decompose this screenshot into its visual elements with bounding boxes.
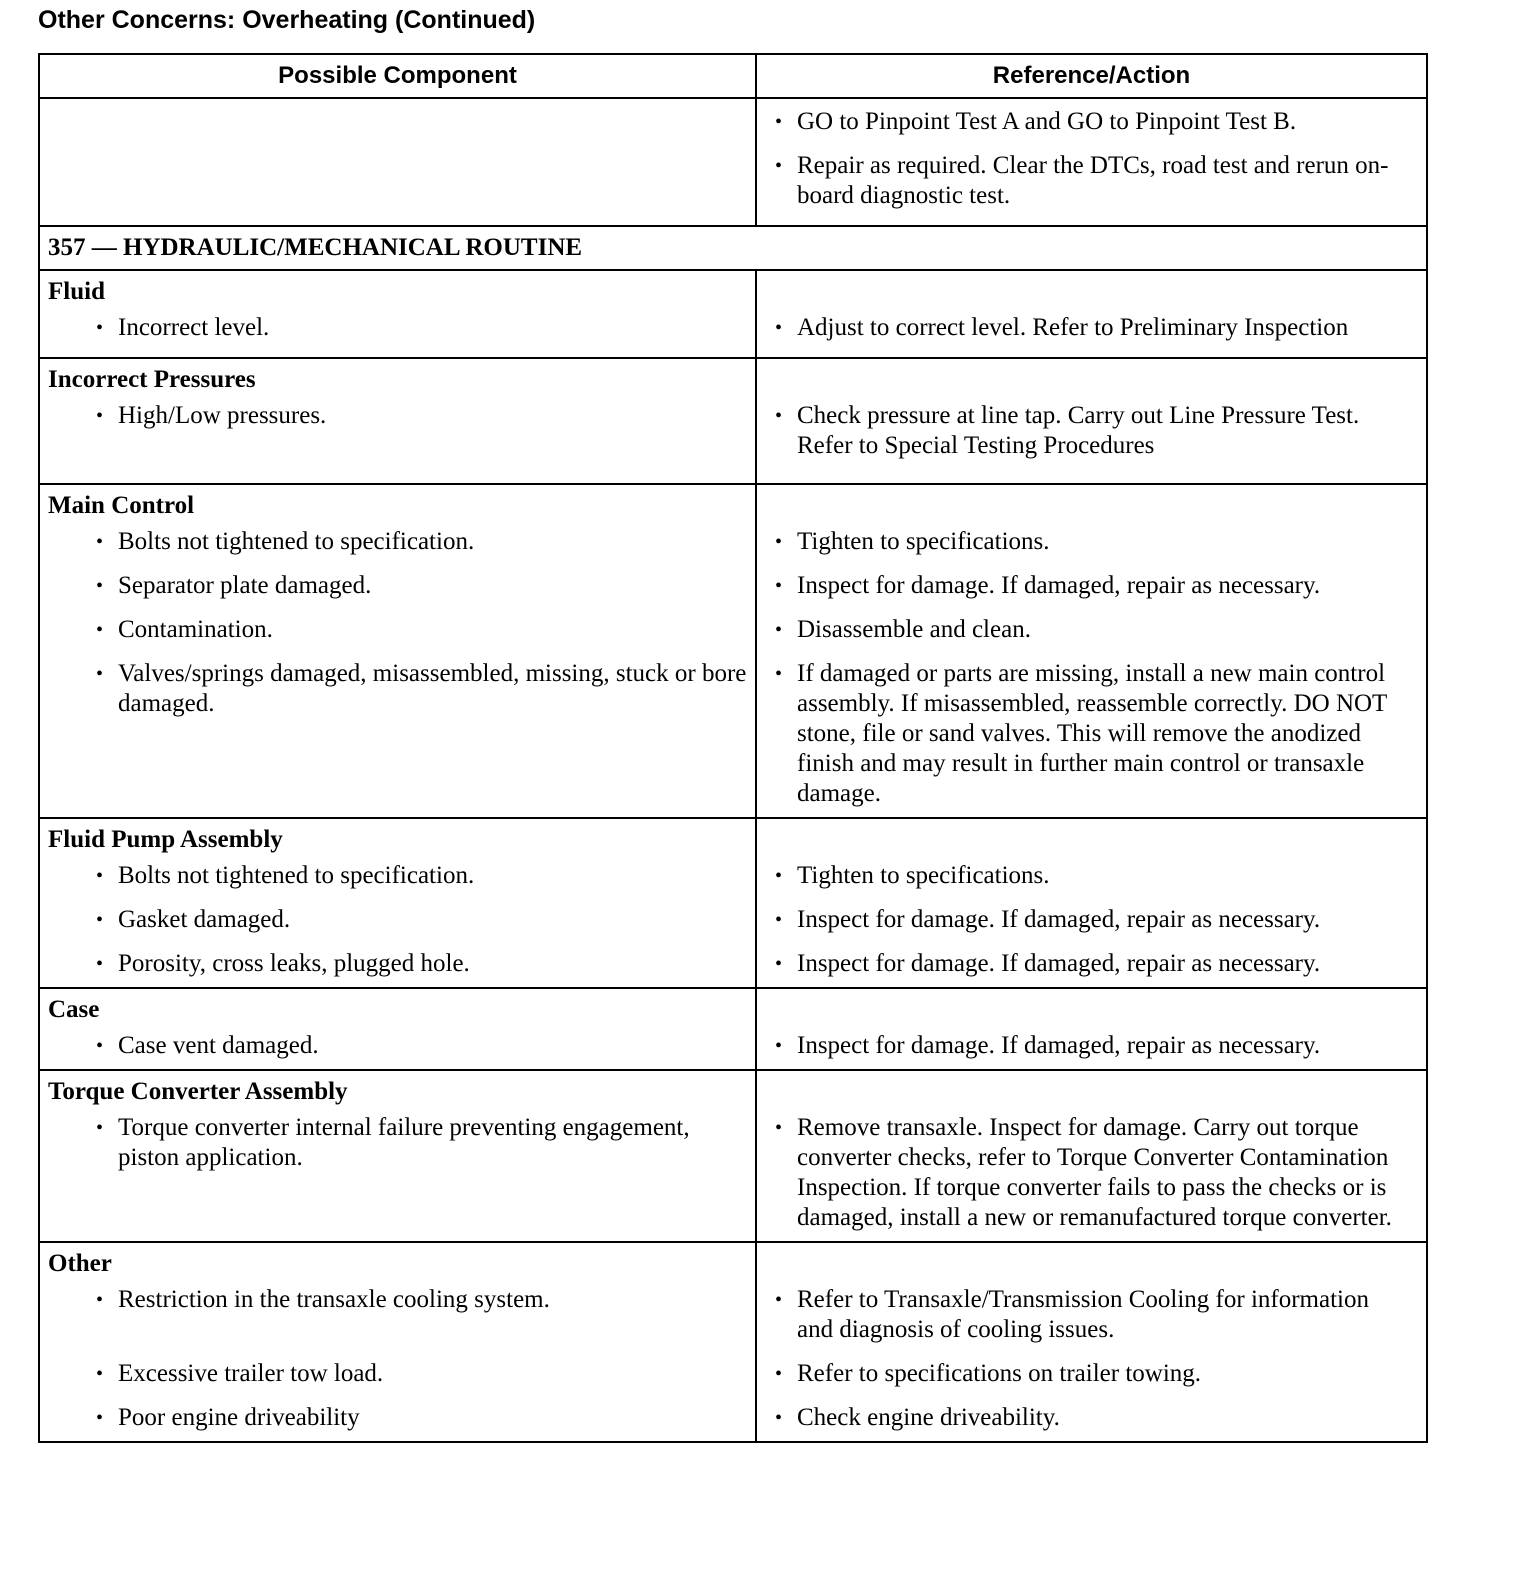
list-item: • Case vent damaged. bbox=[118, 1031, 747, 1061]
group-title: Fluid bbox=[39, 270, 756, 307]
group-title: Main Control bbox=[39, 484, 756, 521]
list-item: • Inspect for damage. If damaged, repair as necessary. bbox=[797, 949, 1404, 979]
table-row bbox=[39, 1107, 1427, 1242]
list-item: • Check engine driveability. bbox=[797, 1403, 1404, 1433]
table-row bbox=[39, 1279, 1427, 1442]
component-cell bbox=[39, 855, 756, 988]
list-item: • Refer to specifications on trailer towing. bbox=[797, 1359, 1404, 1389]
list-item: • Check pressure at line tap. Carry out Line Pressure Test. Refer to Special Testing Procedures bbox=[797, 401, 1404, 461]
action-cell bbox=[756, 521, 1427, 818]
list-item: • Refer to Transaxle/Transmission Cooling for information and diagnosis of cooling issues. bbox=[797, 1285, 1404, 1345]
list-item: • Incorrect level. bbox=[118, 313, 747, 343]
action-cell bbox=[756, 98, 1427, 226]
component-cell bbox=[39, 307, 756, 358]
action-cell bbox=[756, 1107, 1427, 1242]
component-cell bbox=[39, 1025, 756, 1070]
action-cell bbox=[756, 1025, 1427, 1070]
list-item: • Bolts not tightened to specification. bbox=[118, 527, 747, 557]
group-title-row bbox=[39, 1070, 1427, 1107]
group-title-row bbox=[39, 358, 1427, 395]
section-title: 357 — HYDRAULIC/MECHANICAL ROUTINE bbox=[39, 226, 1427, 270]
action-cell bbox=[756, 395, 1427, 484]
list-item: • Tighten to specifications. bbox=[797, 861, 1404, 891]
list-item: • Remove transaxle. Inspect for damage. Carry out torque converter checks, refer to Torque Converter Contamination Inspection. If torque converter fails to pass the checks or is damaged, install a new or remanufactured torque converter. bbox=[797, 1113, 1404, 1233]
list-item: • Bolts not tightened to specification. bbox=[118, 861, 747, 891]
list-item: • Poor engine driveability bbox=[118, 1403, 747, 1433]
page-title: Other Concerns: Overheating (Continued) bbox=[38, 6, 536, 34]
component-cell bbox=[39, 395, 756, 484]
group-title-row bbox=[39, 484, 1427, 521]
table-row bbox=[39, 521, 1427, 818]
diagnosis-table bbox=[38, 53, 1428, 1443]
header-possible-component: Possible Component bbox=[39, 54, 756, 98]
list-item: • Inspect for damage. If damaged, repair as necessary. bbox=[797, 571, 1404, 601]
list-item: • Porosity, cross leaks, plugged hole. bbox=[118, 949, 747, 979]
group-title: Fluid Pump Assembly bbox=[39, 818, 756, 855]
list-item: • Inspect for damage. If damaged, repair as necessary. bbox=[797, 1031, 1404, 1061]
list-item: • High/Low pressures. bbox=[118, 401, 747, 431]
group-title-row bbox=[39, 988, 1427, 1025]
list-item: • Restriction in the transaxle cooling system. bbox=[118, 1285, 747, 1315]
list-item: • Adjust to correct level. Refer to Preliminary Inspection bbox=[797, 313, 1404, 343]
table-row bbox=[39, 98, 1427, 226]
list-item: • Excessive trailer tow load. bbox=[118, 1359, 747, 1389]
group-title: Other bbox=[39, 1242, 756, 1279]
action-cell bbox=[756, 855, 1427, 988]
component-cell bbox=[39, 98, 756, 226]
action-cell bbox=[756, 1279, 1427, 1442]
component-cell bbox=[39, 1107, 756, 1242]
table-row bbox=[39, 1025, 1427, 1070]
table-header-row bbox=[39, 54, 1427, 98]
group-title: Torque Converter Assembly bbox=[39, 1070, 756, 1107]
group-title-row bbox=[39, 1242, 1427, 1279]
list-item: • Gasket damaged. bbox=[118, 905, 747, 935]
table-row bbox=[39, 307, 1427, 358]
list-item: • Disassemble and clean. bbox=[797, 615, 1404, 645]
action-cell bbox=[756, 307, 1427, 358]
list-item: • Contamination. bbox=[118, 615, 747, 645]
list-item: • Inspect for damage. If damaged, repair as necessary. bbox=[797, 905, 1404, 935]
group-title-row bbox=[39, 270, 1427, 307]
table-row bbox=[39, 855, 1427, 988]
table-row bbox=[39, 395, 1427, 484]
list-item: • Repair as required. Clear the DTCs, road test and rerun on-board diagnostic test. bbox=[797, 151, 1404, 211]
list-item: • Valves/springs damaged, misassembled, missing, stuck or bore damaged. bbox=[118, 659, 747, 719]
group-title: Case bbox=[39, 988, 756, 1025]
list-item: • If damaged or parts are missing, install a new main control assembly. If misassembled, reassemble correctly. DO NOT stone, file or sand valves. This will remove the anodized finish and may result in further main control or transaxle damage. bbox=[797, 659, 1404, 809]
list-item: • Tighten to specifications. bbox=[797, 527, 1404, 557]
group-title: Incorrect Pressures bbox=[39, 358, 756, 395]
list-item: • Separator plate damaged. bbox=[118, 571, 747, 601]
list-item: • Torque converter internal failure preventing engagement, piston application. bbox=[118, 1113, 747, 1173]
group-title-row bbox=[39, 818, 1427, 855]
component-cell bbox=[39, 521, 756, 818]
header-reference-action: Reference/Action bbox=[756, 54, 1427, 98]
list-item: • GO to Pinpoint Test A and GO to Pinpoint Test B. bbox=[797, 107, 1404, 137]
component-cell bbox=[39, 1279, 756, 1442]
section-row bbox=[39, 226, 1427, 270]
